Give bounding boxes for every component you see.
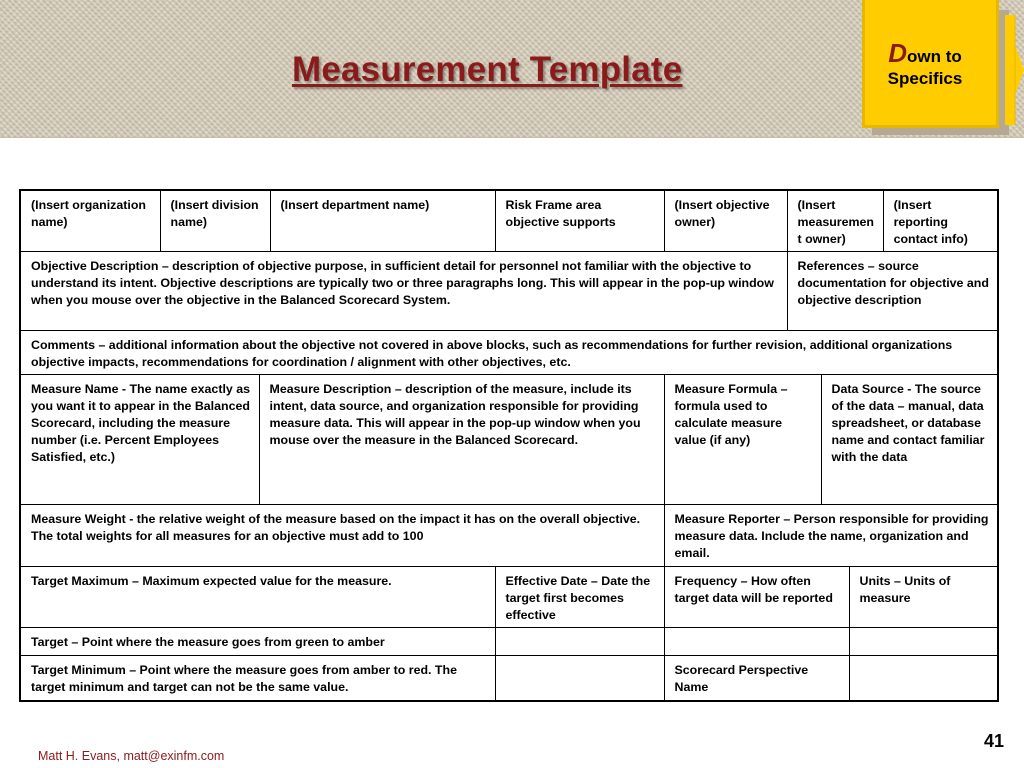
cell-target-minimum: Target Minimum – Point where the measure goes from amber to red. The target minimum and target can not be the same value. (20, 655, 495, 701)
page-number: 41 (984, 731, 1005, 751)
table-row (20, 566, 998, 627)
cell-target-maximum: Target Maximum – Maximum expected value for the measure. (20, 566, 495, 627)
badge-line2: Specifics (887, 69, 963, 88)
cell-department: (Insert department name) (270, 190, 495, 251)
footer-author: Matt H. Evans, matt@exinfm.com (38, 749, 225, 763)
badge-label (868, 40, 982, 87)
cell-organization: (Insert organization name) (20, 190, 160, 251)
cell-effective-date: Effective Date – Date the target first becomes effective (495, 566, 664, 627)
cell-measure-formula: Measure Formula – formula used to calculate measure value (if any) (664, 374, 821, 504)
cell-data-source: Data Source - The source of the data – manual, data spreadsheet, or database name and contact familiar with the data (821, 374, 998, 504)
cell-references: References – source documentation for objective and objective description (787, 251, 998, 330)
cell-objective-description: Objective Description – description of objective purpose, in sufficient detail for personnel not familiar with the objective to understand its intent. Objective descriptions are typically two or three paragraphs long. This will appear in the pop-up window when you mouse over the objective in the Balanced Scorecard System. (20, 251, 787, 330)
cell-comments: Comments – additional information about the objective not covered in above blocks, such as recommendations for further revision, additional organizations objective impacts, recommendations for coordination / alignment with other objectives, etc. (20, 330, 998, 374)
table-row (20, 655, 998, 701)
cell-empty (495, 627, 664, 655)
table-row (20, 190, 998, 251)
badge-big-letter: D (888, 38, 907, 68)
cell-risk-frame: Risk Frame area objective supports (495, 190, 664, 251)
cell-measure-description: Measure Description – description of the measure, include its intent, data source, and organization responsible for providing measure data. This will appear in the pop-up window when you mouse over the measure in the Balanced Scorecard. (259, 374, 664, 504)
table-row (20, 330, 998, 374)
slide-title: Measurement Template (292, 50, 683, 89)
arrow-right-icon (1005, 15, 1024, 125)
table-row (20, 251, 998, 330)
table-row (20, 627, 998, 655)
cell-target: Target – Point where the measure goes from green to amber (20, 627, 495, 655)
cell-objective-owner: (Insert objective owner) (664, 190, 787, 251)
cell-units: Units – Units of measure (849, 566, 998, 627)
cell-measure-weight: Measure Weight - the relative weight of the measure based on the impact it has on the overall objective. The total weights for all measures for an objective must add to 100 (20, 504, 664, 566)
cell-reporting-contact: (Insert reporting contact info) (883, 190, 998, 251)
table-row (20, 374, 998, 504)
cell-measure-name: Measure Name - The name exactly as you want it to appear in the Balanced Scorecard, including the measure number (i.e. Percent Employees Satisfied, etc.) (20, 374, 259, 504)
table-row (20, 504, 998, 566)
badge-line1: own to (907, 47, 962, 66)
cell-empty (664, 627, 849, 655)
cell-division: (Insert division name) (160, 190, 270, 251)
cell-measure-reporter: Measure Reporter – Person responsible for providing measure data. Include the name, organization and email. (664, 504, 998, 566)
cell-scorecard-perspective: Scorecard Perspective Name (664, 655, 849, 701)
cell-empty (849, 655, 998, 701)
cell-empty (495, 655, 664, 701)
cell-frequency: Frequency – How often target data will be reported (664, 566, 849, 627)
cell-measurement-owner: (Insert measurement owner) (787, 190, 883, 251)
header-divider (0, 137, 1024, 138)
measurement-template-table (19, 189, 999, 702)
cell-empty (849, 627, 998, 655)
